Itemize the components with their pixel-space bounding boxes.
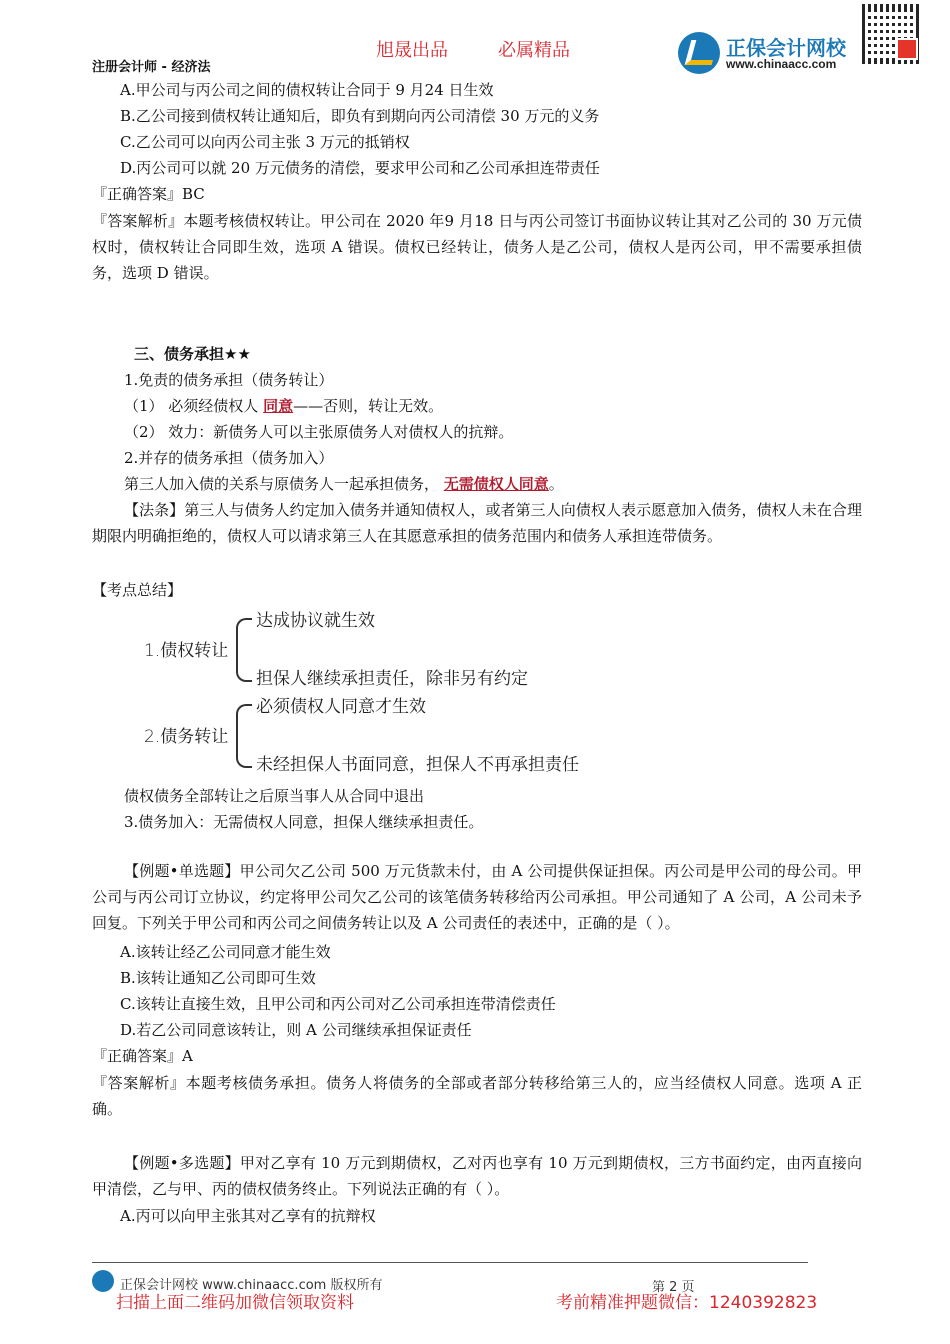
summary-node-2b: 未经担保人书面同意，担保人不再承担责任 (256, 755, 579, 775)
item1a-highlight: 同意 (263, 397, 294, 415)
q2-option-a: A.该转让经乙公司同意才能生效 (120, 943, 331, 961)
footer-page-number: 第 2 页 (652, 1280, 695, 1295)
header-tag-left: 旭晟出品 (376, 40, 448, 61)
q2-analysis: 『答案解析』本题考核债务承担。债务人将债务的全部或者部分转移给第三人的，应当经债权人同意。选项 A 正确。 (92, 1074, 862, 1118)
item1: 1.免责的债务承担（债务转让） (124, 371, 334, 389)
q2-option-d: D.若乙公司同意该转让，则 A 公司继续承担保证责任 (120, 1021, 472, 1039)
item2: 2.并存的债务承担（债务加入） (124, 449, 334, 467)
brace-2 (236, 704, 252, 768)
brand-name: 正保会计网校 (726, 36, 846, 60)
item1a-post: ——否则，转让无效。 (293, 397, 444, 415)
brand-logo-icon (678, 32, 720, 74)
footer-divider (92, 1262, 808, 1263)
q2-option-b: B.该转让通知乙公司即可生效 (120, 969, 316, 987)
footer-right-notice: 考前精准押题微信：1240392823 (556, 1293, 818, 1313)
summary-title: 【考点总结】 (92, 581, 183, 599)
law-text: 【法条】第三人与债务人约定加入债务并通知债权人，或者第三人向债权人表示愿意加入债务，债权人未在合理期限内明确拒绝的，债权人可以请求第三人在其愿意承担的债务范围内和债务人承担连带债务。 (92, 501, 862, 545)
q1-option-b: B.乙公司接到债权转让通知后，即负有到期向丙公司清偿 30 万元的义务 (120, 107, 600, 125)
item1b: （2） 效力：新债务人可以主张原债务人对债权人的抗辩。 (124, 423, 514, 441)
subject-title: 注册会计师 - 经济法 (92, 60, 211, 75)
item1a (124, 396, 443, 416)
q1-option-a: A.甲公司与丙公司之间的债权转让合同于 9 月24 日生效 (120, 81, 494, 99)
item2-text (124, 474, 564, 494)
q3-option-a: A.丙可以向甲主张其对乙享有的抗辩权 (120, 1207, 376, 1225)
q1-option-d: D.丙公司可以就 20 万元债务的清偿，要求甲公司和乙公司承担连带责任 (120, 159, 600, 177)
footer-left-notice: 扫描上面二维码加微信领取资料 (116, 1293, 354, 1313)
item1a-pre: （1） 必须经债权人 (124, 397, 264, 415)
header-tag-right: 必属精品 (498, 40, 570, 61)
q2-answer: 『正确答案』A (92, 1047, 193, 1065)
summary-node-2a: 必须债权人同意才生效 (256, 697, 426, 717)
footer-logo-icon (92, 1270, 114, 1292)
qr-code-icon (862, 4, 922, 90)
section-title: 三、债务承担★★ (134, 345, 251, 363)
q1-analysis: 『答案解析』本题考核债权转让。甲公司在 2020 年9 月18 日与丙公司签订书面协议转让其对乙公司的 30 万元债权时，债权转让合同即生效，选项 A 错误。债权已经转让，债务人是乙公司，债权人是丙公司，甲不需要承担债务，选项 D 错误。 (92, 212, 862, 282)
summary-node-1a: 达成协议就生效 (256, 611, 375, 631)
brand-logo (678, 30, 858, 76)
item2-post: 。 (548, 475, 564, 493)
q3-stem: 【例题•多选题】甲对乙享有 10 万元到期债权，乙对丙也享有 10 万元到期债权，三方书面约定，由丙直接向甲清偿，乙与甲、丙的债权债务终止。下列说法正确的有（ ）。 (92, 1154, 862, 1198)
summary-node-3: 3.债务加入：无需债权人同意，担保人继续承担责任。 (124, 813, 484, 831)
q2-option-c: C.该转让直接生效，且甲公司和丙公司对乙公司承担连带清偿责任 (120, 995, 556, 1013)
summary-node-1: 1.债权转让 (144, 641, 229, 661)
summary-node-2: 2.债务转让 (144, 727, 229, 747)
summary-node-1b: 担保人继续承担责任，除非另有约定 (256, 669, 528, 689)
summary-note: 债权债务全部转让之后原当事人从合同中退出 (124, 787, 425, 805)
q2-stem: 【例题•单选题】甲公司欠乙公司 500 万元货款未付，由 A 公司提供保证担保。丙公司是甲公司的母公司。甲公司与丙公司订立协议，约定将甲公司欠乙公司的该笔债务转移给丙公司承担。甲公司通知了 A 公司，A 公司未予回复。下列关于甲公司和丙公司之间债务转让以及 A 公司责任的表述中，正确的是（ ）。 (92, 862, 862, 932)
footer-copyright: 正保会计网校 www.chinaacc.com 版权所有 (120, 1278, 383, 1293)
item2-highlight: 无需债权人同意 (443, 475, 549, 493)
q1-option-c: C.乙公司可以向丙公司主张 3 万元的抵销权 (120, 133, 410, 151)
q1-answer: 『正确答案』BC (92, 185, 205, 203)
brace-1 (236, 618, 252, 682)
brand-url: www.chinaacc.com (726, 57, 837, 71)
item2-pre: 第三人加入债的关系与原债务人一起承担债务， (124, 475, 444, 493)
